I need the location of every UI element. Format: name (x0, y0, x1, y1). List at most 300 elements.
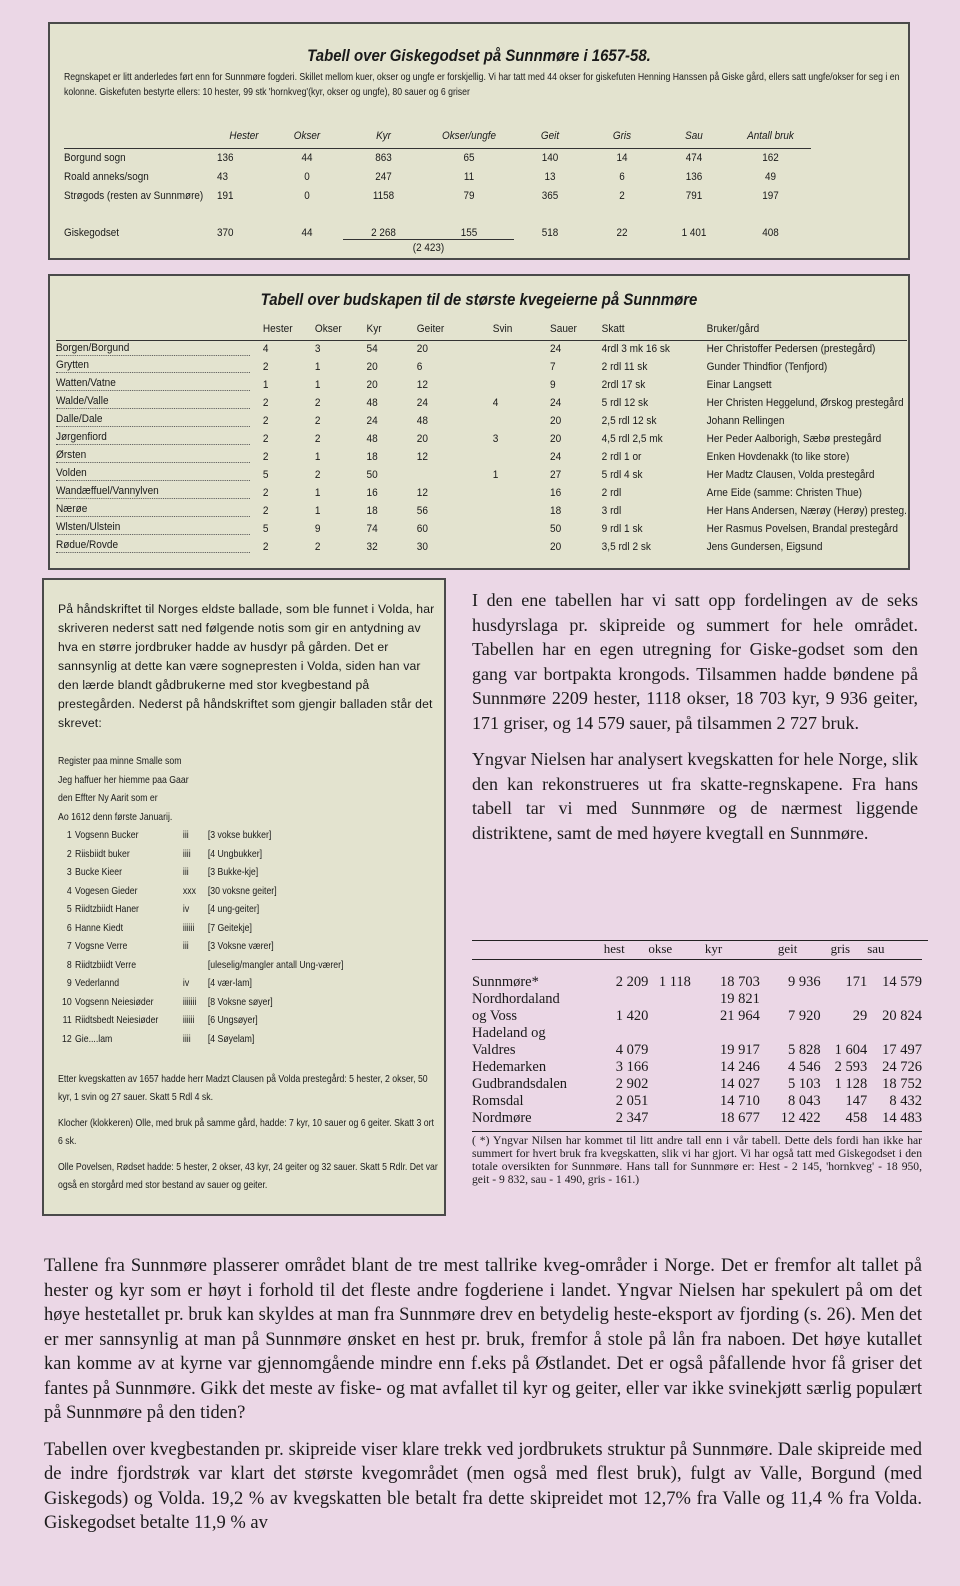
cell (493, 358, 550, 376)
row-label: Wandæffuel/Vannylven (56, 484, 250, 499)
cell: Her Peder Aalborigh, Sæbø prestegård (706, 433, 882, 445)
cell: 1 (262, 379, 269, 391)
col-header: hest (603, 941, 625, 956)
cattle-comparison-table (472, 941, 922, 1127)
note-paragraph: Etter kvegskatten av 1657 hadde herr Madzt Clausen på Volda prestegård: 5 hester, 2 okser, 50 kyr, 1 svin og 27 sauer. Skatt 5 Rdl 4 sk. (58, 1073, 428, 1103)
cell: 24 (416, 397, 429, 409)
cell: 5 103 (787, 1075, 821, 1092)
cell: 197 (762, 189, 779, 202)
col-header: Okser (293, 129, 321, 142)
cell: 9 (550, 379, 556, 391)
cell (648, 1110, 691, 1127)
cell: 5 rdl 12 sk (601, 397, 649, 409)
col-header: Okser (314, 322, 342, 335)
cell: 2rdl 17 sk (601, 379, 646, 391)
line-gloss: [6 Ungsøyer] (207, 1014, 258, 1026)
table-row (56, 358, 907, 376)
cell: 4,5 rdl 2,5 mk (601, 433, 663, 445)
cell: 20 824 (882, 1007, 922, 1024)
cell: 147 (845, 1092, 868, 1109)
line-text: Riisbiidt buker (75, 847, 130, 860)
cell: 29 (852, 1007, 868, 1024)
cell: 1 401 (681, 227, 707, 239)
cell: 247 (375, 170, 392, 183)
cell: 458 (845, 1109, 868, 1126)
row-label: Grytten (56, 358, 250, 373)
cell: 2 (314, 397, 321, 409)
cell: 2 (262, 433, 269, 445)
heading-line: Ao 1612 denn første Januarij. (58, 810, 173, 823)
cell: 12 (416, 487, 429, 499)
cell (691, 1025, 760, 1042)
cell: Arne Eide (samme: Christen Thue) (706, 487, 862, 499)
cell (493, 538, 550, 556)
col-header: geit (777, 941, 798, 956)
table-row (56, 484, 907, 502)
right-column-text (472, 588, 918, 845)
cell: 2 (314, 433, 321, 445)
cell: 20 (416, 433, 429, 445)
table-row (64, 167, 811, 186)
line-gloss: [4 Ungbukker] (207, 847, 263, 860)
cell: 2 (262, 487, 269, 499)
col-header: gris (830, 941, 851, 956)
cell: 24 726 (882, 1058, 922, 1075)
cell: 18 (366, 505, 378, 517)
ballade-intro: På håndskriftet til Norges eldste ballade, som ble funnet i Volda, har skriveren nederst satt ned følgende notis som gir en antydning av hva en større jordbruker hadde av husdyr på gården. Det er sannsynlig at dette kan være sognepresten i Volda, siden han var den lærde blandt gådbrukerne med stor kvegbestand på prestegården. Nederst på håndskriftet som gjengir balladen står det skrevet: (58, 602, 435, 730)
col-header: Okser/ungfe (442, 129, 496, 142)
cell: 1 (314, 487, 321, 499)
table-row (56, 394, 907, 412)
line-count (183, 956, 208, 975)
line-text: Vogsenn Bucker (75, 829, 139, 841)
cell: 16 (550, 487, 562, 499)
cell (867, 1025, 922, 1042)
cell: 24 (550, 451, 562, 463)
cell: 54 (366, 343, 378, 356)
list-item (62, 845, 343, 864)
cell (417, 466, 493, 484)
cell: 1158 (372, 189, 395, 202)
cell: 49 (764, 170, 777, 183)
cell: 24 (550, 397, 562, 409)
budskap-table-box (48, 274, 910, 570)
cell: 43 (217, 170, 229, 183)
cell: 12 (416, 451, 429, 463)
line-gloss: [8 Voksne søyer] (207, 995, 273, 1008)
cell: 6 (619, 170, 625, 183)
line-number: 11 (62, 1014, 72, 1026)
cell: 1 (314, 451, 321, 463)
cell: 3,5 rdl 2 sk (601, 541, 651, 553)
col-header: Antall bruk (747, 129, 794, 142)
cell: 474 (685, 151, 703, 164)
cell (760, 1025, 821, 1042)
line-count: iiii (182, 847, 191, 860)
cell: 13 (544, 170, 556, 183)
cattle-footnote: ( *) Yngvar Nilsen har kommet til litt andre tall enn i vår tabell. Dette dels fordi han ikke har summert for hvert bruk fra kvegskatten, slik vi har gjort. Vi har også tatt med Giskegodset i den totale oversikten for Sunnmøre. Hans tall for Sunnmøre er: Hest - 2 145, 'hornkveg' - 18 950, geit - 9 832, sau - 1 490, gris - 161.) (472, 1131, 922, 1186)
paragraph: Tabellen over kvegbestanden pr. skipreide viser klare trekk ved jordbrukets struktur på Sunnmøre. Dale skipreide med de indre fjordstrøk var klart det største kvegområdet (men også med flest bruk), fulgt av Valle, Borgund (med Giskegods) og Volda. 19,2 % av kvegskatten ble betalt fra dette skipreidet mot 12,7% fra Valle og 11,4 % fra Volda. Giskegodset betalte 11,9 % av (44, 1439, 922, 1533)
col-header: Bruker/gård (706, 322, 760, 335)
cell: 20 (366, 361, 378, 373)
cell: Enken Hovdenakk (to like store) (706, 451, 850, 463)
cell: 171 (845, 973, 868, 990)
cell: 2 (314, 469, 321, 481)
table-row (56, 340, 907, 358)
cell: 2 (262, 505, 269, 517)
line-text: Hanne Kiedt (75, 921, 123, 934)
cell: 14 710 (719, 1092, 760, 1109)
cell: 2 rdl (601, 487, 622, 499)
line-number: 6 (66, 921, 72, 934)
cell: 44 (301, 151, 313, 164)
table-row (56, 430, 907, 448)
cell: 162 (762, 151, 779, 164)
cell: 136 (685, 170, 703, 183)
cell (821, 991, 868, 1008)
cell: 370 (217, 227, 234, 239)
col-header: Hester (262, 322, 293, 335)
line-number: 12 (62, 1032, 72, 1045)
cell (648, 1008, 691, 1025)
cell: 7 (550, 361, 556, 373)
row-label: Volden (56, 466, 250, 481)
line-count: iv (182, 903, 190, 915)
cell: 2 268 (371, 226, 396, 239)
row-label: Borgund sogn (64, 151, 126, 164)
col-header: sau (867, 941, 885, 956)
cell: 0 (304, 170, 310, 183)
cell: 60 (416, 523, 429, 535)
cell: 2 (619, 189, 625, 202)
list-item (62, 900, 343, 919)
region-name: Valdres (472, 1041, 516, 1058)
cell (648, 1093, 691, 1110)
cell (648, 1076, 691, 1093)
line-number: 1 (66, 829, 72, 841)
line-number: 3 (66, 866, 72, 878)
line-count: iii (182, 829, 189, 841)
cell: 2 593 (834, 1058, 868, 1075)
cell: 3 rdl (601, 505, 622, 517)
col-header: Geiter (416, 322, 445, 335)
list-item (62, 882, 343, 901)
cell: 2 (314, 415, 321, 427)
line-count: iii (182, 866, 189, 878)
list-item (62, 1011, 343, 1030)
giskegodset-intro: Regnskapet er litt anderledes ført enn for Sunnmøre fogderi. Skillet mellom kuer, okser og ungfe er forskjellig. Vi har tatt med 44 okser for giskefuten Henning Hanssen på Giske gård, ellers satt ungfe/okser for seg i en kolonne. Giskefuten bestyrte ellers: 10 hester, 99 stk 'hornkveg'(kyr, okser og ungfe), 80 sauer og 6 griser (64, 71, 900, 98)
cell: 18 677 (719, 1109, 760, 1126)
cell: 19 917 (719, 1041, 760, 1058)
table-row (56, 412, 907, 430)
line-text: Riidtzbiidt Verre (75, 958, 137, 971)
line-text: Riidtsbedt Neiesiøder (75, 1014, 159, 1026)
cell: 2 209 (615, 973, 649, 990)
cell: 791 (685, 189, 703, 202)
row-label: Dalle/Dale (56, 412, 250, 427)
line-number: 9 (66, 977, 72, 989)
cell (604, 1025, 649, 1042)
cell: 2 902 (615, 1075, 649, 1092)
table-row (472, 1059, 922, 1076)
cell (648, 991, 691, 1008)
line-text: Gie....lam (75, 1032, 113, 1045)
cell: 44 (301, 227, 313, 239)
cell: 50 (366, 469, 378, 481)
cell: 1 (492, 469, 499, 481)
table-row (56, 520, 907, 538)
cell: 56 (416, 505, 429, 517)
cell: 1 (314, 361, 321, 373)
table-row (472, 1093, 922, 1110)
cell: 8 432 (889, 1092, 922, 1109)
cell (648, 1042, 691, 1059)
cell: 20 (366, 379, 378, 391)
region-name: Hadeland og (472, 1024, 546, 1041)
table-row (472, 1110, 922, 1127)
cell: 50 (550, 523, 562, 535)
cell: 12 (416, 379, 429, 391)
line-count: xxx (182, 884, 196, 897)
line-count: iv (182, 977, 190, 989)
combined-total: (2 423) (343, 239, 514, 257)
col-header: Gris (612, 129, 632, 142)
line-text: Riidtzbiidt Haner (75, 903, 139, 915)
line-text: Vogsenn Neiesiøder (75, 995, 154, 1008)
table-row (64, 205, 811, 239)
cell: 2 (262, 415, 269, 427)
cell: 24 (366, 415, 378, 427)
note-paragraph: Klocher (klokkeren) Olle, med bruk på samme gård, hadde: 7 kyr, 10 sauer og 6 geiter. Skatt 3 ort 6 sk. (58, 1117, 434, 1147)
cell: 30 (416, 541, 429, 553)
row-label: Giskegodset (64, 227, 120, 239)
line-text: Vederlannd (75, 977, 120, 989)
cell: 5 828 (787, 1041, 821, 1058)
region-name: Hedemarken (472, 1058, 547, 1075)
col-header: kyr (704, 941, 723, 956)
col-header: Hester (229, 129, 259, 142)
line-gloss: [4 Søyelam] (207, 1032, 255, 1045)
cell: 48 (416, 415, 429, 427)
cell: Her Madtz Clausen, Volda prestegård (706, 469, 875, 481)
cell: 27 (550, 469, 562, 481)
line-number: 2 (66, 847, 72, 860)
cell: 14 027 (719, 1075, 760, 1092)
giskegodset-table-title: Tabell over Giskegodset på Sunnmøre i 1657-58. (307, 46, 651, 65)
line-text: Vogesen Gieder (75, 884, 138, 897)
cell: 65 (463, 151, 475, 164)
cell: Jens Gundersen, Eigsund (706, 541, 823, 553)
paragraph: Yngvar Nielsen har analysert kvegskatten for hele Norge, slik den kan rekonstrueres ut fra skatte-regnskapene. Fra hans tabell tar vi med Sunnmøre og de nærmest liggende distriktene, samt de med høyere kvegtall en Sunnmøre. (472, 749, 918, 843)
line-gloss: [30 voksne geiter] (207, 884, 277, 897)
table-row (472, 974, 922, 991)
list-item (62, 956, 343, 975)
cell: 14 246 (719, 1058, 760, 1075)
cell: Johann Rellingen (706, 415, 785, 427)
region-name: Sunnmøre* (472, 973, 539, 990)
region-name: Nordmøre (472, 1109, 532, 1126)
line-number: 7 (66, 940, 72, 952)
table-row (64, 148, 811, 167)
cell: 18 703 (719, 973, 760, 990)
cell: 4 (262, 343, 269, 356)
cell: 19 821 (719, 990, 760, 1007)
row-label: Rødue/Rovde (56, 538, 250, 553)
cell (493, 520, 550, 538)
cell: 2 (262, 361, 269, 373)
heading-line: den Effter Ny Aarit som er (58, 792, 158, 804)
cell (493, 340, 550, 358)
cell (821, 1025, 868, 1042)
table-row (472, 1076, 922, 1093)
cell: 365 (541, 189, 559, 202)
region-name: og Voss (472, 1007, 518, 1024)
cell: 9 936 (787, 973, 821, 990)
kvegskatt-notes (58, 1070, 440, 1194)
line-text: Vogsne Verre (75, 940, 128, 952)
cell (493, 502, 550, 520)
cell: 2 rdl 11 sk (601, 361, 648, 373)
heading-line: Jeg haffuer her hiemme paa Gaar (58, 773, 189, 786)
row-label: Watten/Vatne (56, 376, 250, 391)
cell: Einar Langsett (706, 379, 772, 391)
ballade-box (42, 578, 446, 1216)
cell: 18 752 (882, 1075, 922, 1092)
cell: Her Rasmus Povelsen, Brandal prestegård (706, 523, 898, 535)
cell (493, 376, 550, 394)
cell: 18 (366, 451, 378, 463)
region-name: Gudbrandsdalen (472, 1075, 568, 1092)
cell: 863 (375, 151, 392, 164)
line-count: iii (182, 940, 189, 952)
cell (493, 484, 550, 502)
cell: 11 (463, 170, 475, 183)
cell: 5 (262, 523, 269, 535)
col-header: Kyr (376, 129, 391, 142)
cell: 4 (492, 397, 499, 409)
cell: 140 (541, 151, 559, 164)
table-row (56, 466, 907, 484)
cell: 3 166 (615, 1058, 649, 1075)
cell: 20 (416, 343, 429, 356)
line-gloss: [3 Voksne værer] (207, 940, 274, 952)
cell: 4 079 (615, 1041, 649, 1058)
list-item (62, 937, 343, 956)
cell: 79 (463, 189, 475, 202)
table-row (64, 186, 811, 205)
table-row (472, 1025, 922, 1042)
col-header: Sau (685, 129, 703, 142)
cell: 20 (550, 541, 562, 553)
table-row (56, 502, 907, 520)
line-gloss: [3 Bukke-kje] (207, 866, 259, 878)
row-label: Ørsten (56, 448, 250, 463)
budskap-table (56, 318, 907, 556)
line-gloss: [4 vær-lam] (207, 977, 252, 989)
budskap-table-title: Tabell over budskapen til de største kvegeierne på Sunnmøre (260, 290, 698, 309)
bottom-text (44, 1254, 922, 1536)
cell: 32 (366, 541, 378, 553)
giskegodset-table-box (48, 22, 910, 260)
col-header: Geit (540, 129, 560, 142)
cell: 24 (550, 343, 562, 356)
cell (493, 412, 550, 430)
heading-line: Register paa minne Smalle som (58, 755, 182, 767)
line-gloss: [7 Geitekje] (207, 921, 252, 934)
row-label: Walde/Valle (56, 394, 250, 409)
line-number: 5 (66, 903, 72, 915)
cell (867, 991, 922, 1008)
table-row (56, 448, 907, 466)
cell: 20 (550, 433, 562, 445)
col-header: Sauer (550, 322, 577, 335)
cell: 16 (366, 487, 378, 499)
cell: 48 (366, 397, 378, 409)
table-row (472, 1008, 922, 1025)
cell: 2 (262, 451, 269, 463)
row-label: Nærøe (56, 502, 250, 517)
list-item (62, 993, 343, 1012)
cell: 9 (314, 523, 321, 535)
cell: 1 (314, 505, 321, 517)
cell: 2 (262, 541, 269, 553)
cell: Gunder Thindfior (Tenfjord) (706, 361, 828, 373)
paragraph: Tallene fra Sunnmøre plasserer området blant de tre mest tallrike kveg-områder i Norge. Det er fremfor alt tallet på hester og kyr som er høyt i forhold til det fleste andre fogderiene i landet. Yngvar Nielsen har spekulert på om det høye hestetallet pr. bruk kan skyldes at man fra Sunnmøre drev en betydelig heste-eksport av fjording (s. 26). Men det er mer sannsynlig at man på Sunnmøre ønsket en hest pr. bruk, fremfor å stole på lån fra naboen. Det høye kutallet kan komme av at kyrne var gjennomgående mindre enn f.eks på Østlandet. Det er også påfallende hvor få griser det fantes på Sunnmøre. Gikk det meste av fiske- og mat avfallet til kyr og geiter, eller var ikke svinekjøtt særlig populært på Sunnmøre på den tiden? (44, 1256, 922, 1423)
region-name: Nordhordaland (472, 990, 560, 1007)
cell: 6 (416, 361, 423, 373)
line-count: iiiiii (182, 1014, 195, 1026)
list-item (62, 863, 343, 882)
cell: 2 347 (615, 1109, 649, 1126)
row-label: Roald anneks/sogn (64, 170, 149, 183)
cell: 5 rdl 4 sk (601, 469, 643, 481)
line-number: 10 (62, 995, 72, 1008)
cell: 2 (314, 541, 321, 553)
cell: 2 051 (615, 1092, 649, 1109)
line-text: Bucke Kieer (75, 866, 123, 878)
cell: 0 (304, 189, 310, 202)
cell: 4rdl 3 mk 16 sk (601, 343, 670, 356)
cell: 22 (616, 227, 628, 239)
cell: 1 128 (834, 1075, 868, 1092)
list-item (62, 974, 343, 993)
cell: 408 (762, 227, 779, 239)
cell: 3 (314, 343, 321, 356)
cell: 8 043 (787, 1092, 821, 1109)
list-item (62, 1030, 343, 1049)
cell (648, 1025, 691, 1042)
cell: 191 (217, 189, 234, 202)
cell: 5 (262, 469, 269, 481)
register-list (62, 826, 343, 1048)
cell: Her Christen Heggelund, Ørskog prestegård (706, 397, 904, 409)
cell: 4 546 (787, 1058, 821, 1075)
col-header: okse (648, 941, 673, 956)
cell: 155 (460, 226, 478, 239)
cell: 2 rdl 1 or (601, 451, 642, 463)
cell: 1 (314, 379, 321, 391)
table-row (56, 376, 907, 394)
cell (604, 991, 649, 1008)
line-gloss: [uleselig/mangler antall Ung-værer] (207, 958, 344, 971)
register-heading (58, 752, 440, 826)
cell: 9 rdl 1 sk (601, 523, 643, 535)
row-label: Jørgenfiord (56, 430, 250, 445)
list-item (62, 919, 343, 938)
cell (493, 448, 550, 466)
line-number: 8 (66, 958, 72, 971)
cell: 136 (217, 151, 234, 164)
